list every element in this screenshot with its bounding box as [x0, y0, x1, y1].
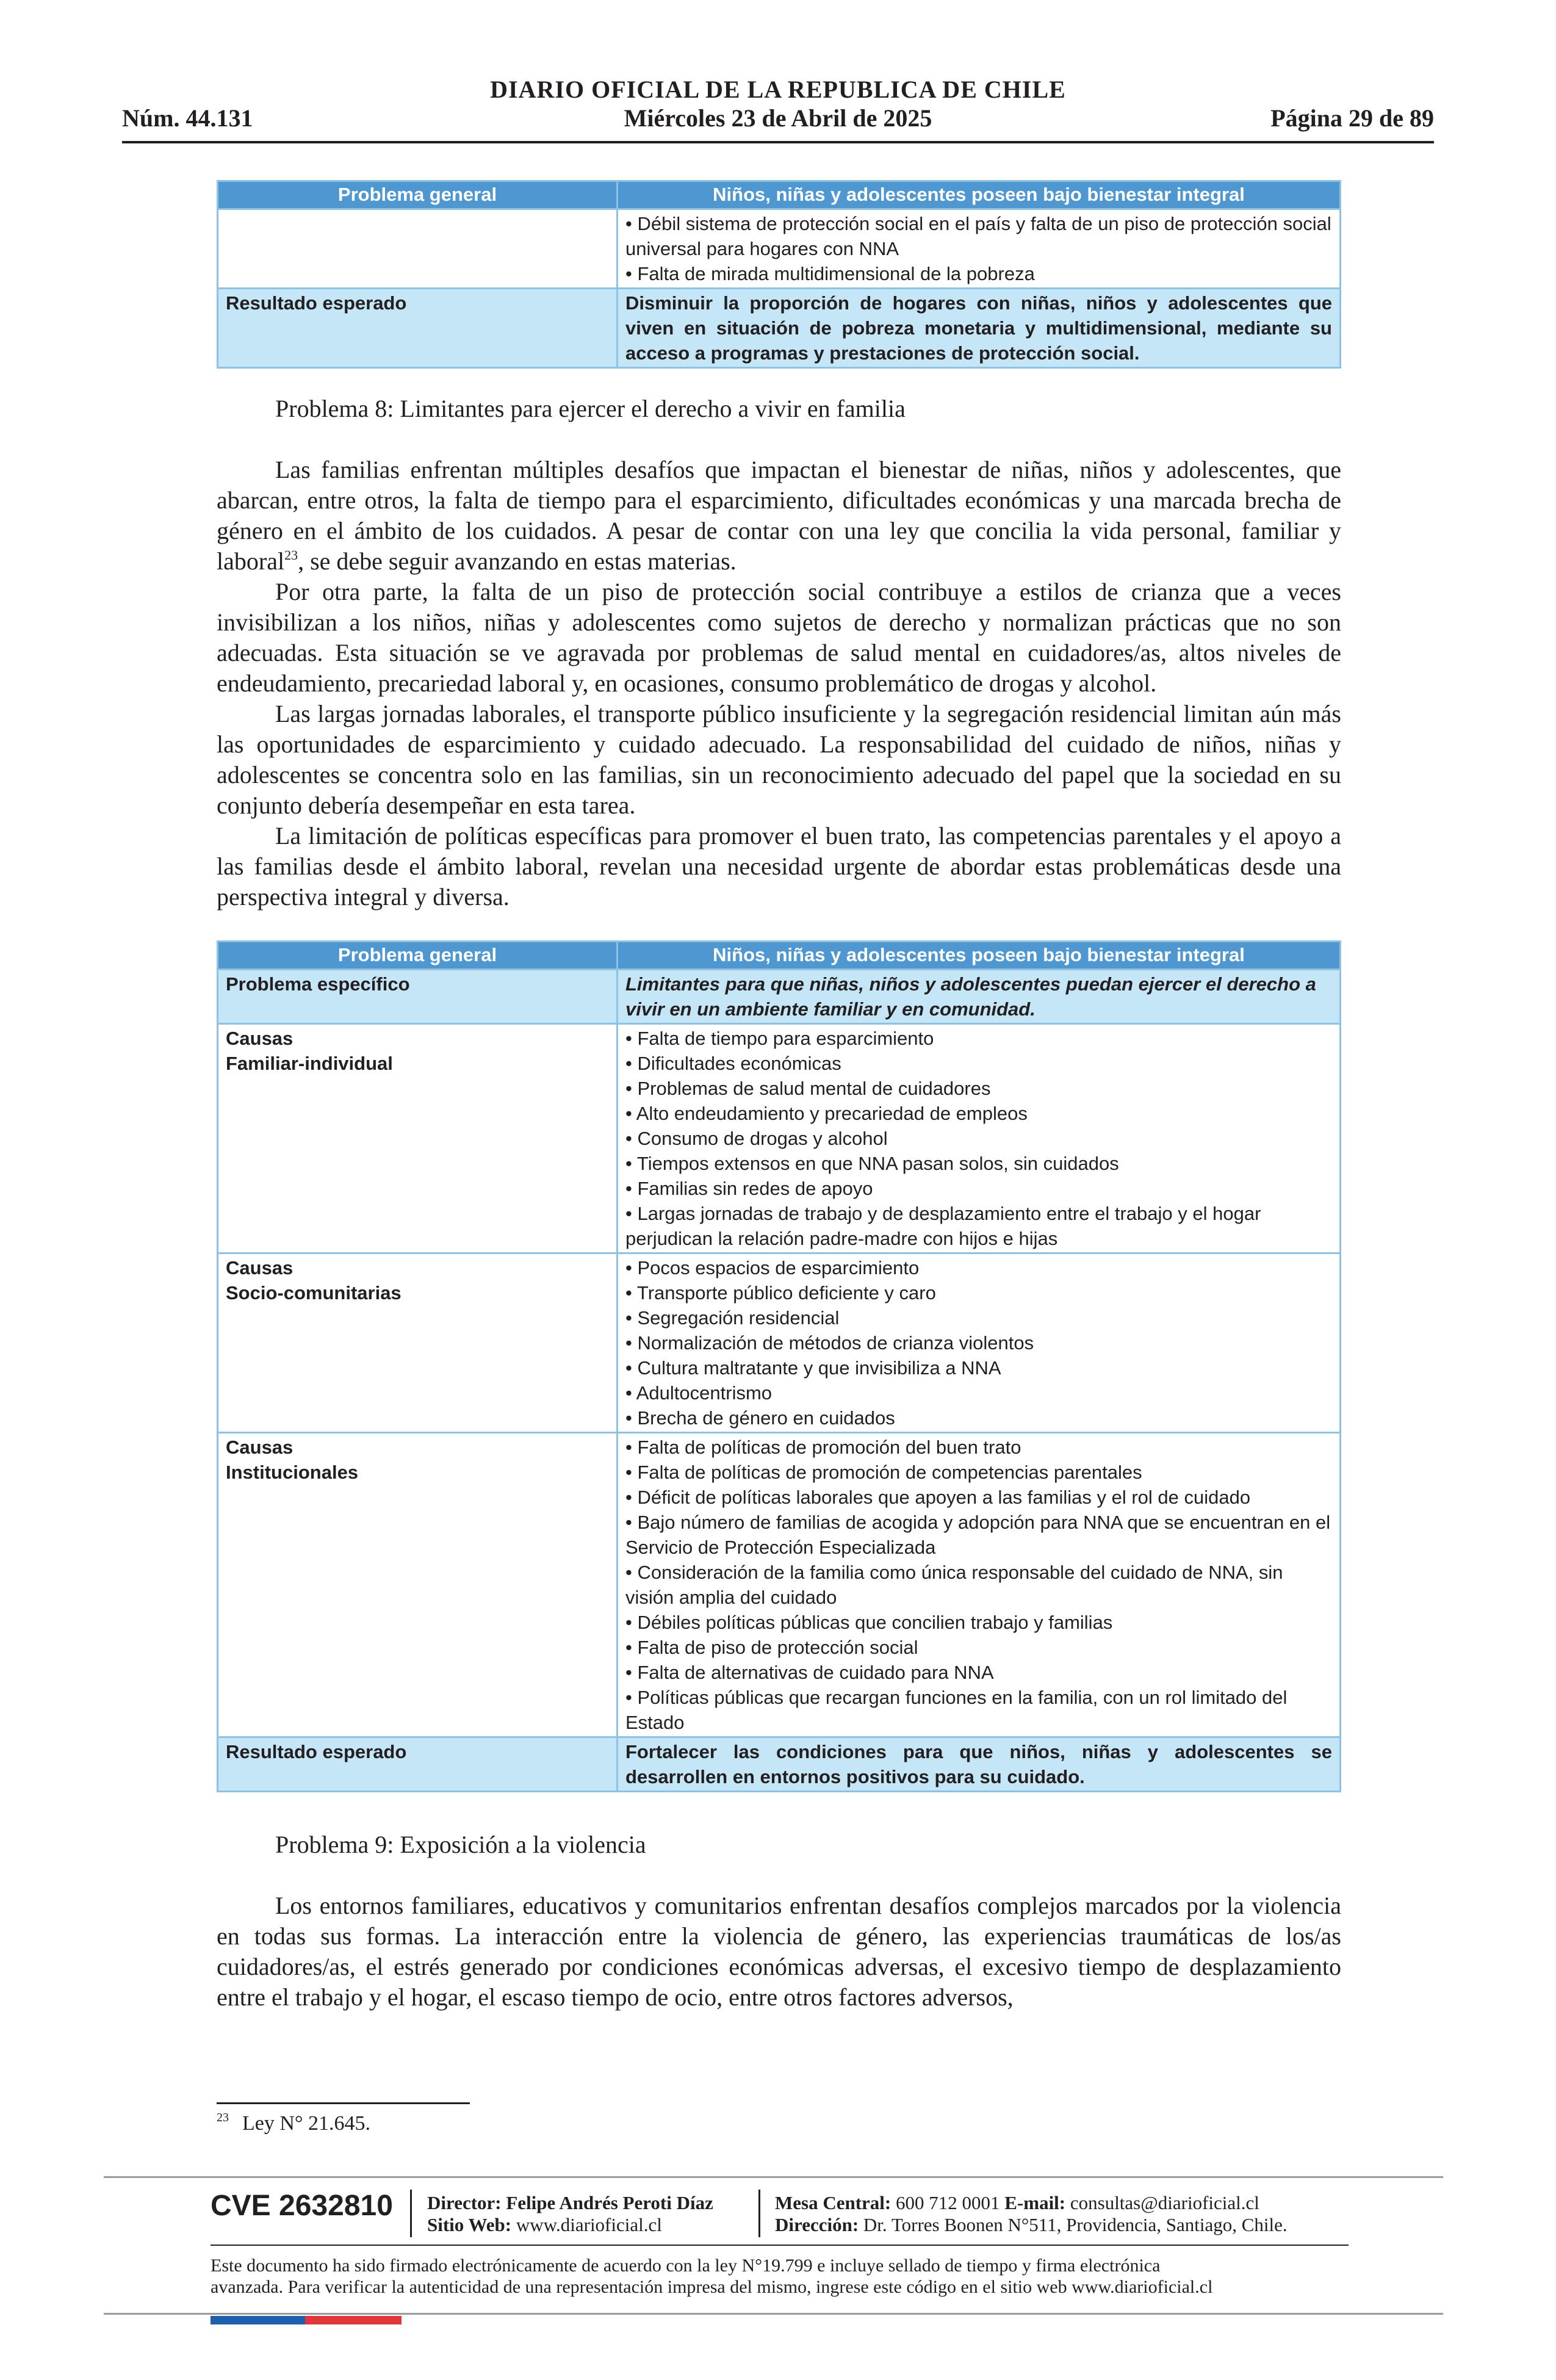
result-text: Disminuir la proporción de hogares con niñas, niños y adolescentes que viven en situación de pobreza monetaria y multidimensional, mediante su acceso a programas y prestaciones de protección social. [618, 289, 1341, 368]
list-item: • Brecha de género en cuidados [625, 1407, 895, 1429]
table-row-result [218, 1737, 1341, 1792]
table-row [218, 209, 1341, 289]
address-label: Dirección: [775, 2214, 859, 2235]
signature-note-line: Este documento ha sido firmado electrónicamente de acuerdo con la ley N°19.799 e incluye sellado de tiempo y firma electrónica [211, 2256, 1161, 2276]
paragraph: Las largas jornadas laborales, el transporte público insuficiente y la segregación residencial limitan aún más las oportunidades de esparcimiento y cuidado adecuado. La responsabilidad del cuidado de niños, niñas y adolescentes se concentra solo en las familias, sin un reconocimiento adecuado del papel que la sociedad en su conjunto debería desempeñar en esta tarea. [217, 700, 1341, 819]
list-item: • Cultura maltratante y que invisibiliza a NNA [625, 1357, 1001, 1379]
director-label: Director: [427, 2192, 502, 2213]
list-item: • Falta de piso de protección social [625, 1637, 918, 1658]
causes-label-line: Causas [226, 1257, 294, 1278]
mesa-label: Mesa Central: [775, 2192, 891, 2213]
footnote-mark: 23 [217, 2111, 229, 2124]
signature-note [211, 2255, 1349, 2298]
result-label: Resultado esperado [218, 289, 618, 368]
footer-bottom-divider [104, 2313, 1443, 2315]
list-item: • Bajo número de familias de acogida y adopción para NNA que se encuentran en el Servicio de Protección Especializada [625, 1512, 1331, 1558]
list-item: • Tiempos extensos en que NNA pasan solos, sin cuidados [625, 1153, 1119, 1174]
footnote [217, 2111, 370, 2136]
causes-label [218, 1024, 618, 1253]
list-item: • Normalización de métodos de crianza violentos [625, 1332, 1034, 1354]
paragraph: Los entornos familiares, educativos y comunitarios enfrentan desafíos complejos marcados por la violencia en todas sus formas. La interacción entre la violencia de género, las experiencias traumáticas de los/as cuidadores/as, el estrés generado por condiciones económicas adversas, el excesivo tiempo de desplazamiento entre el trabajo y el hogar, el escaso tiempo de ocio, entre otros factores adversos, [217, 1892, 1341, 2011]
table-cell-empty [218, 209, 618, 289]
specific-text: Limitantes para que niñas, niños y adolescentes puedan ejercer el derecho a vivir en un ambiente familiar y en comunidad. [618, 970, 1341, 1024]
list-item: • Problemas de salud mental de cuidadores [625, 1078, 991, 1099]
list-item: • Consideración de la familia como única responsable del cuidado de NNA, sin visión amplia del cuidado [625, 1562, 1283, 1608]
table-row-causes-familiar [218, 1024, 1341, 1253]
table-header-right: Niños, niñas y adolescentes poseen bajo bienestar integral [618, 942, 1341, 970]
issue-date: Miércoles 23 de Abril de 2025 [624, 104, 932, 132]
causes-label [218, 1433, 618, 1737]
list-item: • Dificultades económicas [625, 1053, 841, 1074]
footnote-text: Ley N° 21.645. [242, 2112, 371, 2135]
list-item: • Adultocentrismo [625, 1382, 773, 1404]
causes-label-line: Causas [226, 1437, 294, 1458]
cve-code: CVE 2632810 [211, 2190, 393, 2222]
table-header-left: Problema general [218, 181, 618, 209]
flag-stripe-blue [211, 2316, 305, 2324]
causes-label-line: Institucionales [226, 1462, 359, 1483]
site-url[interactable]: www.diarioficial.cl [516, 2214, 662, 2235]
list-item: • Falta de políticas de promoción del buen trato [625, 1437, 1021, 1458]
footer-inner-divider [211, 2245, 1349, 2246]
list-item: • Políticas públicas que recargan funciones en la familia, con un rol limitado del Estado [625, 1687, 1288, 1733]
newspaper-title: DIARIO OFICIAL DE LA REPUBLICA DE CHILE [490, 76, 1066, 103]
footer-director-block [427, 2192, 713, 2236]
list-item: • Débiles políticas públicas que concilien trabajo y familias [625, 1612, 1113, 1633]
list-item: • Alto endeudamiento y precariedad de empleos [625, 1103, 1028, 1124]
header-row [122, 104, 1434, 134]
address-text: Dr. Torres Boonen N°511, Providencia, Santiago, Chile. [863, 2214, 1288, 2235]
table-row-causes-institutional [218, 1433, 1341, 1737]
footnote-ref: 23 [284, 547, 298, 563]
paragraph: Por otra parte, la falta de un piso de protección social contribuye a estilos de crianza que a veces invisibilizan a los niños, niñas y adolescentes como sujetos de derecho y normalizan prácticas que no son adecuadas. Esta situación se ve agravada por problemas de salud mental en cuidadores/as, altos niveles de endeudamiento, precariedad laboral y, en ocasiones, consumo problemático de drogas y alcohol. [217, 578, 1341, 697]
table-row-specific [218, 970, 1341, 1024]
list-item: • Consumo de drogas y alcohol [625, 1128, 888, 1149]
list-item: • Déficit de políticas laborales que apoyen a las familias y el rol de cuidado [625, 1487, 1251, 1508]
section-body [217, 455, 1341, 912]
header-divider [122, 141, 1434, 143]
section-heading: Problema 9: Exposición a la violencia [275, 1831, 646, 1858]
causes-label [218, 1253, 618, 1433]
problem-table-8 [217, 940, 1341, 1792]
table-cell-causes [618, 209, 1341, 289]
issue-number: Núm. 44.131 [122, 104, 253, 132]
footer-separator [758, 2190, 760, 2237]
table-header-left: Problema general [218, 942, 618, 970]
footer-divider [104, 2176, 1443, 2178]
footer-separator [410, 2190, 412, 2237]
list-item: • Falta de alternativas de cuidado para NNA [625, 1662, 994, 1683]
list-item: • Falta de políticas de promoción de competencias parentales [625, 1462, 1142, 1483]
causes-list [618, 1253, 1341, 1433]
footnote-divider [217, 2102, 470, 2104]
result-text: Fortalecer las condiciones para que niños, niñas y adolescentes se desarrollen en entornos positivos para su cuidado. [618, 1737, 1341, 1792]
specific-label: Problema específico [218, 970, 618, 1024]
list-item: • Transporte público deficiente y caro [625, 1282, 936, 1304]
list-item: • Débil sistema de protección social en el país y falta de un piso de protección social universal para hogares con NNA [625, 213, 1331, 259]
problem-table-7 [217, 180, 1341, 369]
footer-contact-block [775, 2192, 1288, 2236]
page-number: Página 29 de 89 [1270, 104, 1434, 132]
email-label: E-mail: [1004, 2192, 1066, 2213]
list-item: • Largas jornadas de trabajo y de desplazamiento entre el trabajo y el hogar perjudican la relación padre-madre con hijos e hijas [625, 1203, 1261, 1249]
site-label: Sitio Web: [427, 2214, 512, 2235]
result-label: Resultado esperado [218, 1737, 618, 1792]
paragraph-text: Las familias enfrentan múltiples desafíos que impactan el bienestar de niñas, niños y adolescentes, que abarcan, entre otros, la falta de tiempo para el esparcimiento, dificultades económicas y una marcada brecha de género en el ámbito de los cuidados. A pesar de contar con una ley que concilia la vida personal, familiar y laboral [217, 456, 1341, 575]
paragraph-text: , se debe seguir avanzando en estas materias. [298, 547, 737, 575]
paragraph: La limitación de políticas específicas para promover el buen trato, las competencias parentales y el apoyo a las familias desde el ámbito laboral, revelan una necesidad urgente de abordar estas problemáticas desde una perspectiva integral y diversa. [217, 822, 1341, 911]
causes-label-line: Socio-comunitarias [226, 1282, 402, 1304]
signature-note-line: avanzada. Para verificar la autenticidad de una representación impresa del mismo, ingrese este código en el sitio web www.diarioficial.cl [211, 2277, 1213, 2297]
list-item: • Familias sin redes de apoyo [625, 1178, 873, 1199]
list-item: • Segregación residencial [625, 1307, 840, 1329]
list-item: • Pocos espacios de esparcimiento [625, 1257, 920, 1278]
table-header-right: Niños, niñas y adolescentes poseen bajo bienestar integral [618, 181, 1341, 209]
flag-stripe-red [305, 2316, 402, 2324]
email-address[interactable]: consultas@diarioficial.cl [1070, 2192, 1259, 2213]
section-heading: Problema 8: Limitantes para ejercer el derecho a vivir en familia [275, 395, 906, 422]
mesa-phone: 600 712 0001 [896, 2192, 1000, 2213]
list-item: • Falta de tiempo para esparcimiento [625, 1028, 934, 1049]
section-body [217, 1891, 1341, 2013]
causes-list [618, 1024, 1341, 1253]
paragraph [217, 455, 1341, 577]
causes-list [618, 1433, 1341, 1737]
list-item: • Falta de mirada multidimensional de la pobreza [625, 263, 1035, 284]
table-row-causes-socio [218, 1253, 1341, 1433]
causes-label-line: Familiar-individual [226, 1053, 393, 1074]
director-name: Felipe Andrés Peroti Díaz [506, 2192, 713, 2213]
table-row-result [218, 289, 1341, 368]
causes-label-line: Causas [226, 1028, 294, 1049]
